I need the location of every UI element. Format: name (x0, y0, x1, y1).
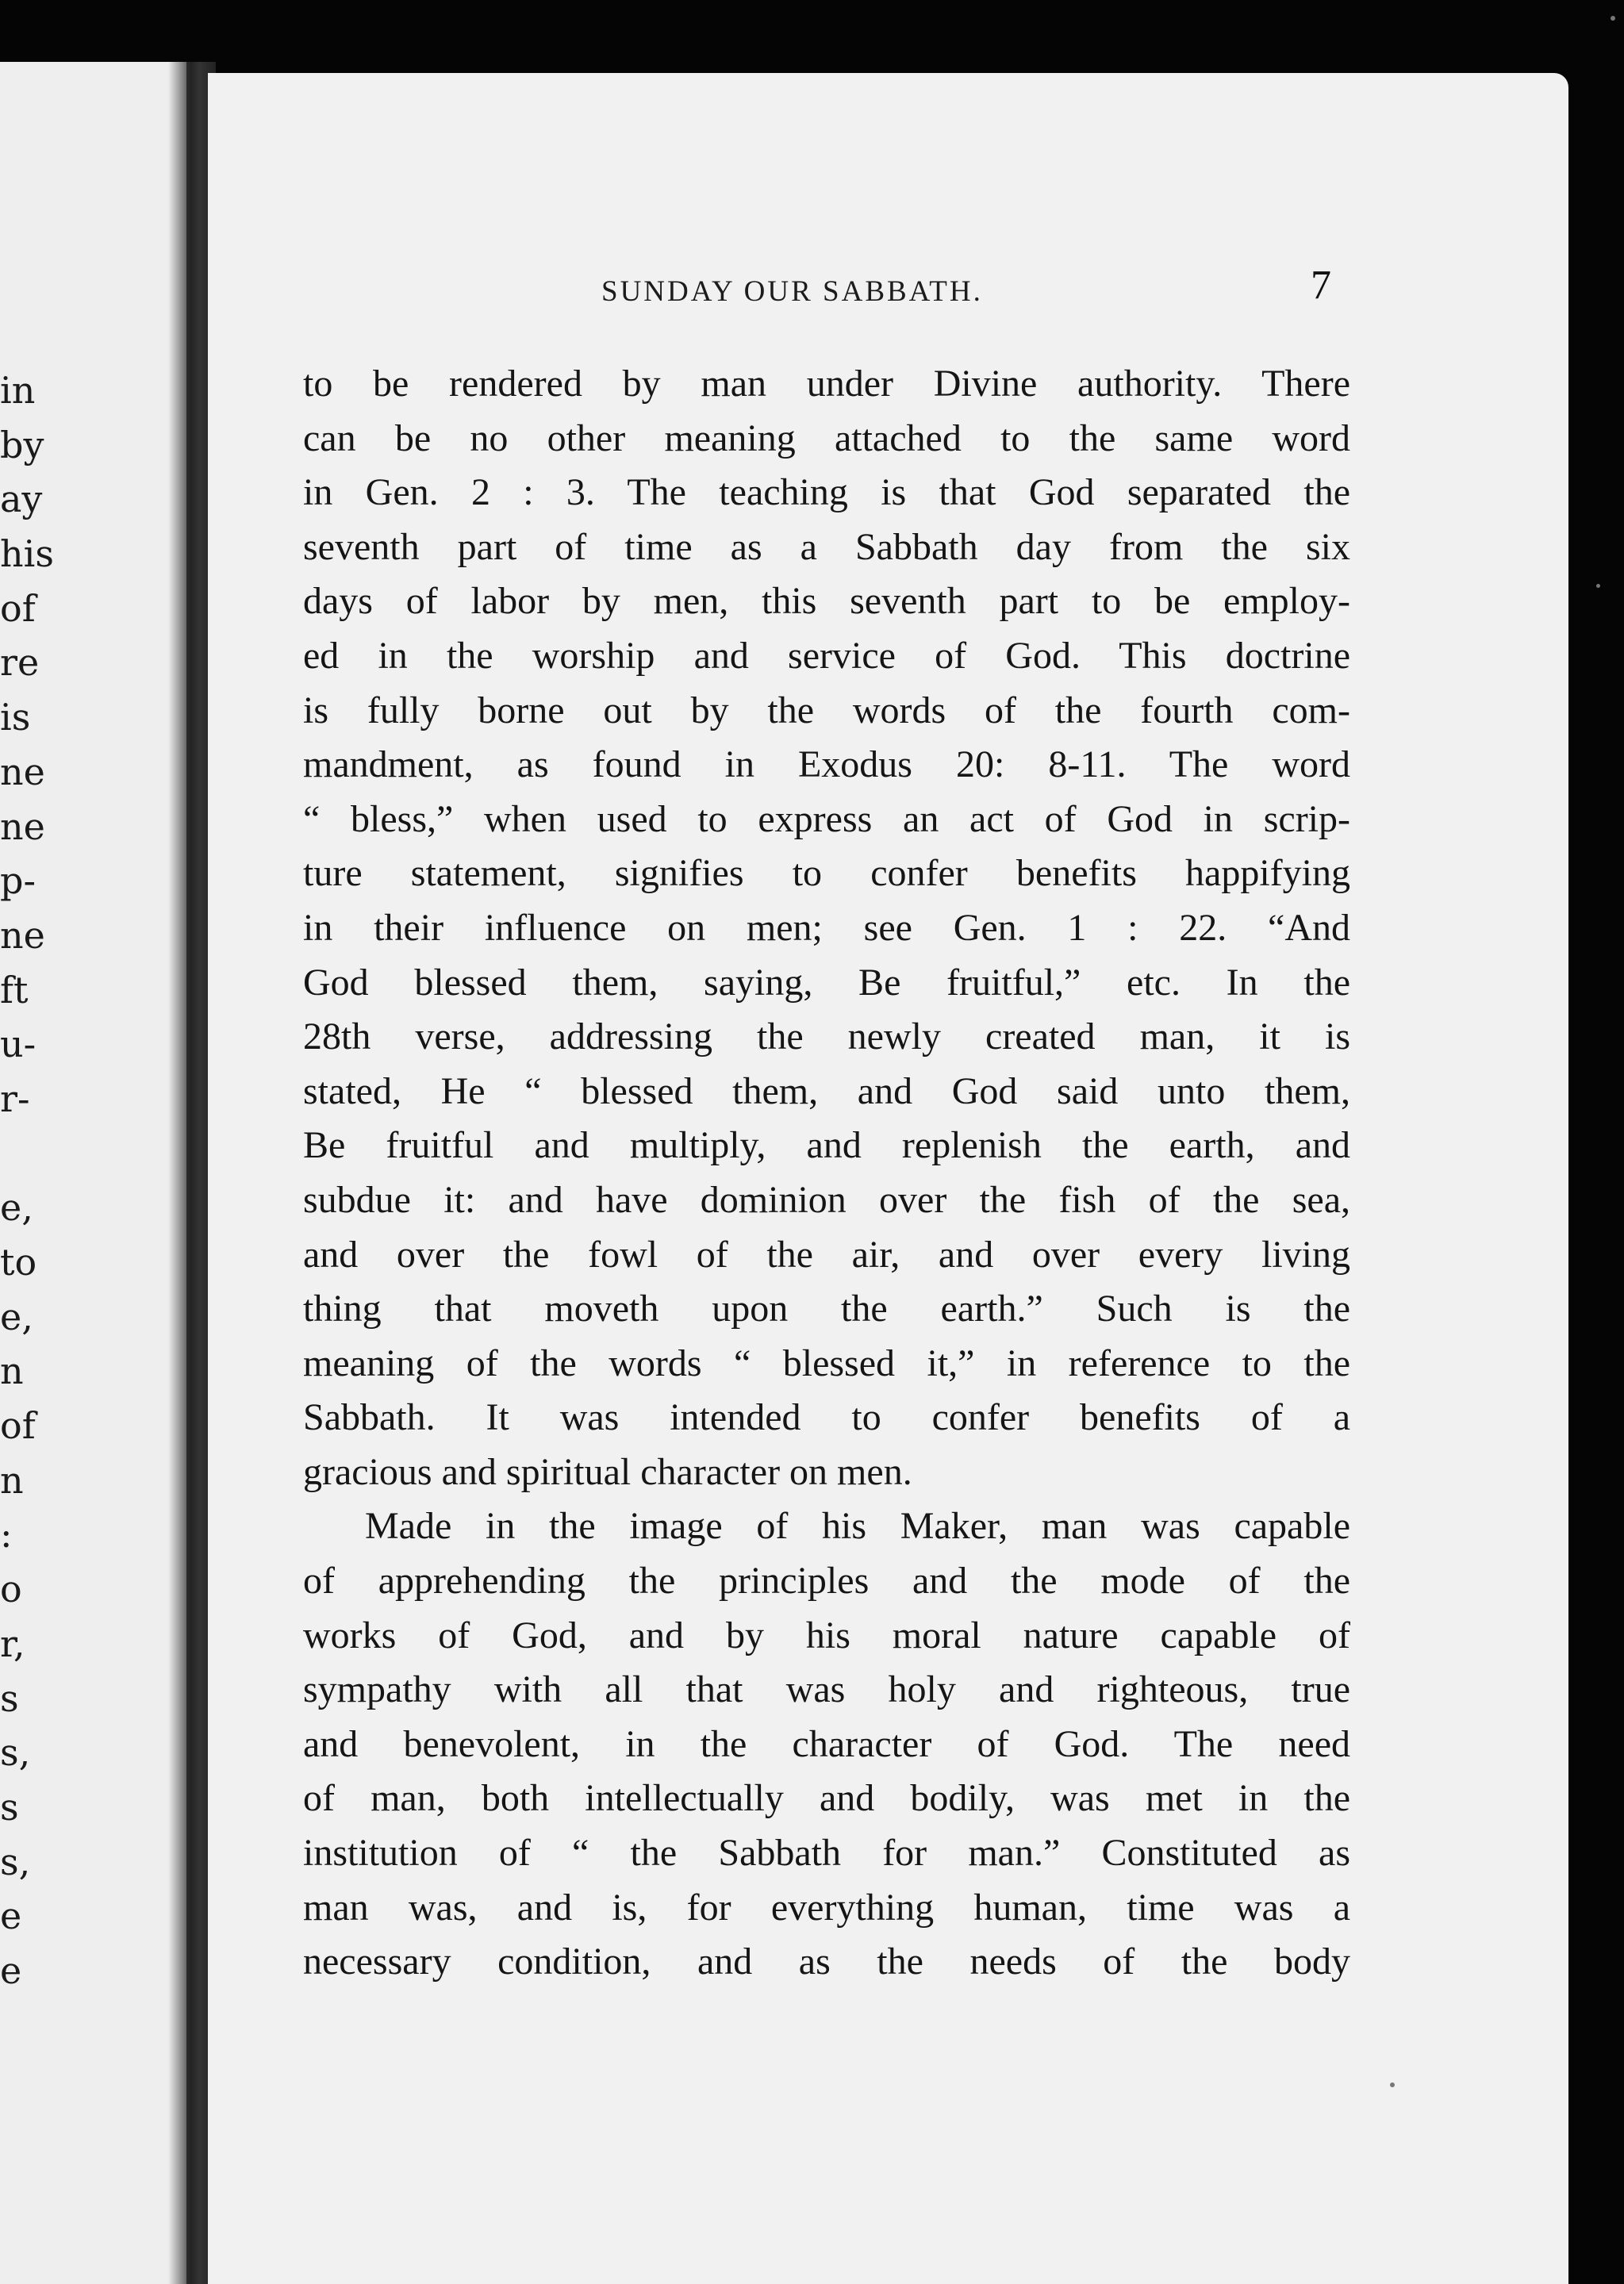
fragment: s, (0, 1731, 31, 1775)
page-body-text (303, 357, 1350, 1990)
text-line: and benevolent, in the character of God. The need (303, 1722, 1350, 1765)
running-title: SUNDAY OUR SABBATH. (601, 275, 983, 308)
text-line: of apprehending the principles and the mode of the (303, 1560, 1350, 1603)
fragment: ne (0, 913, 45, 957)
text-line: Sabbath. It was intended to confer benefits of a (303, 1396, 1350, 1439)
fragment: e (0, 1894, 22, 1938)
fragment: by (0, 423, 44, 466)
fragment: in (0, 369, 36, 412)
fragment: s (0, 1676, 19, 1720)
text-line: 28th verse, addressing the newly created man, it is (303, 1015, 1350, 1058)
text-line: is fully borne out by the words of the fourth com- (303, 689, 1350, 731)
page-number: 7 (1311, 263, 1331, 308)
fragment: ay (0, 478, 43, 521)
text-line: seventh part of time as a Sabbath day from the six (303, 525, 1350, 568)
text-line: stated, He “ blessed them, and God said unto them, (303, 1069, 1350, 1112)
left-facing-page (0, 62, 186, 2284)
text-line: works of God, and by his moral nature capable of (303, 1614, 1350, 1656)
fragment: s, (0, 1840, 31, 1883)
fragment: : (0, 1513, 13, 1557)
fragment: u- (0, 1023, 36, 1066)
text-line: in Gen. 2 : 3. The teaching is that God separated the (303, 471, 1350, 514)
text-line: man was, and is, for everything human, time was a (303, 1886, 1350, 1929)
text-line: Be fruitful and multiply, and replenish the earth, and (303, 1124, 1350, 1167)
fragment: ne (0, 750, 45, 793)
fragment: s (0, 1785, 19, 1829)
text-line: thing that moveth upon the earth.” Such is the (303, 1288, 1350, 1330)
text-line: and over the fowl of the air, and over every living (303, 1233, 1350, 1276)
text-line: mandment, as found in Exodus 20: 8-11. The word (303, 743, 1350, 786)
fragment: his (0, 532, 54, 576)
text-line: days of labor by men, this seventh part to be employ- (303, 580, 1350, 623)
fragment (0, 1127, 79, 1181)
left-page-line-fragments (0, 363, 79, 1998)
text-line: of man, both intellectually and bodily, was met in the (303, 1777, 1350, 1820)
fragment: ne (0, 804, 45, 848)
fragment: of (0, 1404, 36, 1448)
text-line: subdue it: and have dominion over the fish of the sea, (303, 1178, 1350, 1221)
scan-speck (1390, 2082, 1395, 2087)
fragment: is (0, 696, 31, 739)
text-line: sympathy with all that was holy and righteous, true (303, 1668, 1350, 1711)
fragment: n (0, 1349, 24, 1393)
fragment: e (0, 1948, 22, 1992)
fragment: r- (0, 1077, 30, 1120)
fragment: p- (0, 859, 36, 903)
text-line: to be rendered by man under Divine authority. There (303, 363, 1350, 405)
text-line: gracious and spiritual character on men. (303, 1450, 912, 1493)
text-line: Made in the image of his Maker, man was capable (365, 1505, 1350, 1548)
fragment: ft (0, 968, 29, 1011)
fragment: e, (0, 1186, 33, 1230)
text-line: ed in the worship and service of God. This doctrine (303, 634, 1350, 677)
text-line: ture statement, signifies to confer benefits happifying (303, 852, 1350, 895)
text-line: meaning of the words “ blessed it,” in reference to the (303, 1342, 1350, 1384)
text-line: God blessed them, saying, Be fruitful,” etc. In the (303, 961, 1350, 1004)
text-line: can be no other meaning attached to the same word (303, 416, 1350, 459)
text-line: necessary condition, and as the needs of the body (303, 1940, 1350, 1983)
fragment: of (0, 586, 36, 630)
fragment: to (0, 1241, 37, 1284)
text-line: in their influence on men; see Gen. 1 : 22. “And (303, 906, 1350, 949)
scan-speck (1596, 584, 1600, 588)
fragment: re (0, 641, 40, 685)
fragment: n (0, 1458, 24, 1502)
scan-speck (1611, 16, 1615, 21)
fragment: e, (0, 1295, 33, 1338)
fragment: r, (0, 1622, 25, 1665)
text-line: institution of “ the Sabbath for man.” Constituted as (303, 1832, 1350, 1875)
text-line: “ bless,” when used to express an act of God in scrip- (303, 797, 1350, 840)
fragment: o (0, 1568, 22, 1611)
